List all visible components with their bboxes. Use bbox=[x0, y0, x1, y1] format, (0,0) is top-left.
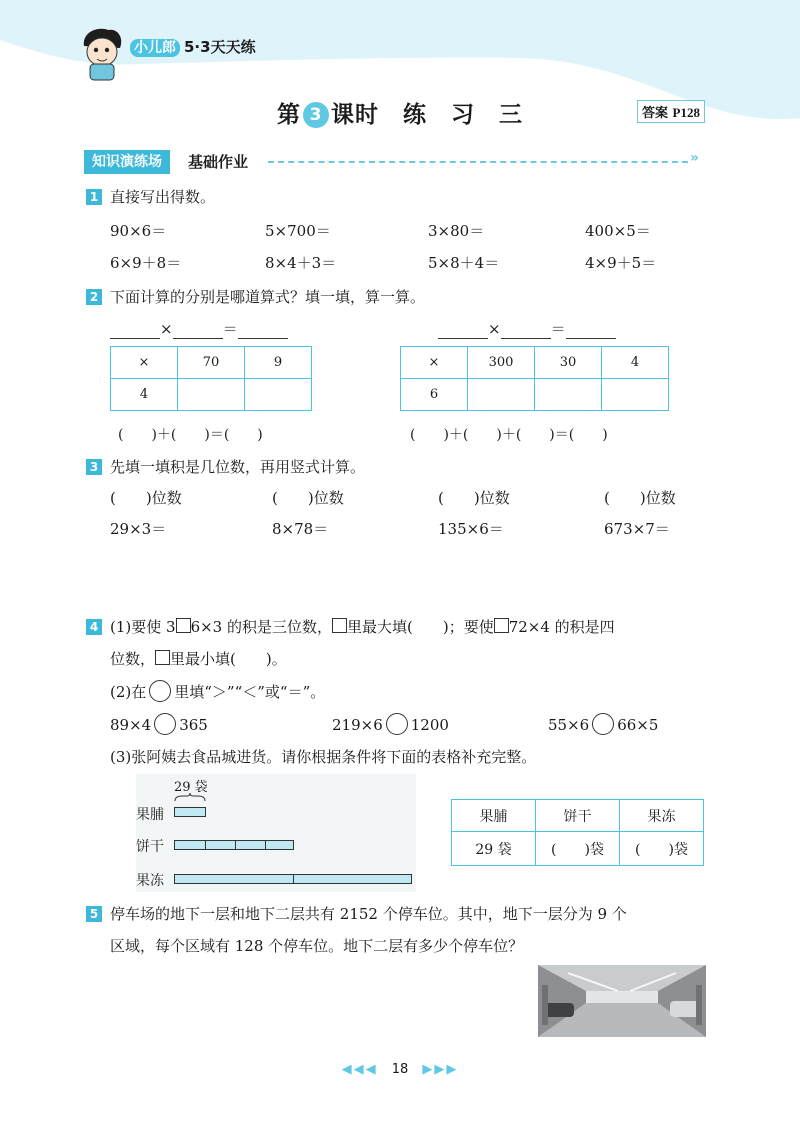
answer-cell[interactable]: ( )袋 bbox=[536, 832, 620, 866]
table-cell: 4 bbox=[111, 379, 178, 411]
bar-divider bbox=[235, 840, 236, 850]
table-cell: 9 bbox=[245, 347, 312, 379]
table-cell: 300 bbox=[468, 347, 535, 379]
bar-diagram bbox=[136, 774, 416, 892]
compare-circle bbox=[149, 680, 171, 702]
page-title: 第 3 课时 练 习 三 bbox=[277, 102, 523, 128]
compare-circle[interactable] bbox=[154, 713, 176, 735]
q1-item: 3×80＝ bbox=[428, 222, 485, 240]
q4-part2-prompt: (2)在 里填“＞”“＜”或“＝”。 bbox=[110, 680, 325, 702]
q3-item: 29×3＝ bbox=[110, 520, 167, 538]
q2-sum-right[interactable]: ( )＋( )＋( )＝( ) bbox=[410, 427, 608, 443]
answer-blank[interactable] bbox=[438, 320, 488, 339]
answer-cell[interactable] bbox=[178, 379, 245, 411]
table-cell: × bbox=[111, 347, 178, 379]
q1-item: 8×4＋3＝ bbox=[265, 254, 337, 272]
q1-item: 400×5＝ bbox=[585, 222, 651, 240]
answer-cell[interactable] bbox=[602, 379, 669, 411]
answer-blank[interactable] bbox=[238, 320, 288, 339]
square-blank[interactable] bbox=[332, 618, 347, 633]
compare-circle[interactable] bbox=[592, 713, 614, 735]
right-arrows-icon: ▶▶▶ bbox=[422, 1062, 459, 1077]
answer-cell[interactable] bbox=[535, 379, 602, 411]
answer-cell[interactable] bbox=[245, 379, 312, 411]
bar-divider bbox=[265, 840, 266, 850]
brand-logo bbox=[130, 36, 256, 57]
digit-count-blank[interactable]: ( )位数 bbox=[272, 489, 344, 507]
answer-blank[interactable] bbox=[566, 320, 616, 339]
table-cell: 30 bbox=[535, 347, 602, 379]
q4-number: 4 bbox=[86, 619, 102, 635]
answer-blank[interactable] bbox=[173, 320, 223, 339]
digit-count-blank[interactable]: ( )位数 bbox=[604, 489, 676, 507]
q1-item: 5×8＋4＝ bbox=[428, 254, 500, 272]
q5-number: 5 bbox=[86, 906, 102, 922]
table-header: 果脯 bbox=[452, 800, 536, 832]
answer-blank[interactable] bbox=[110, 320, 160, 339]
section-divider bbox=[268, 161, 688, 163]
diagram-row-label: 果冻 bbox=[136, 873, 164, 889]
q5-line2: 区域，每个区域有 128 个停车位。地下二层有多少个停车位？ bbox=[110, 937, 524, 955]
diagram-row-label: 果脯 bbox=[136, 807, 164, 823]
compare-circle[interactable] bbox=[386, 713, 408, 735]
q2-equation-left: × ＝ bbox=[110, 318, 288, 339]
q1-item: 90×6＝ bbox=[110, 222, 167, 240]
q3-item: 8×78＝ bbox=[272, 520, 329, 538]
q2-table-right bbox=[400, 346, 669, 411]
q2-equation-right: × ＝ bbox=[438, 318, 616, 339]
digit-count-blank[interactable]: ( )位数 bbox=[110, 489, 182, 507]
q4-part1-line1: 4 (1)要使 3 6×3 的积是三位数， 里最大填( )；要使 72×4 的积是四 bbox=[86, 616, 615, 637]
table-cell: × bbox=[401, 347, 468, 379]
compare-item: 55×6 66×5 bbox=[548, 713, 658, 735]
table-cell: 4 bbox=[602, 347, 669, 379]
table-cell: 29 袋 bbox=[452, 832, 536, 866]
bar-binggan bbox=[174, 840, 294, 850]
diagram-row-label: 饼干 bbox=[136, 839, 164, 855]
q2-prompt: 2 下面计算的分别是哪道算式？填一填，算一算。 bbox=[86, 286, 425, 307]
goods-table bbox=[451, 799, 704, 866]
q5-line1: 5 停车场的地下一层和地下二层共有 2152 个停车位。其中，地下一层分为 9 个 bbox=[86, 903, 627, 924]
bracket-label: 29 袋 bbox=[174, 780, 208, 795]
q2-sum-left[interactable]: ( )＋( )＝( ) bbox=[118, 427, 263, 443]
table-header: 果冻 bbox=[620, 800, 704, 832]
q1-item: 5×700＝ bbox=[265, 222, 331, 240]
square-blank[interactable] bbox=[494, 618, 509, 633]
q4-part3-prompt: (3)张阿姨去食品城进货。请你根据条件将下面的表格补充完整。 bbox=[110, 748, 537, 766]
square-blank[interactable] bbox=[155, 650, 170, 665]
answer-cell[interactable]: ( )袋 bbox=[620, 832, 704, 866]
q1-prompt: 1 直接写出得数。 bbox=[86, 186, 215, 207]
q4-part1-line2: 位数， 里最小填( )。 bbox=[110, 650, 287, 668]
q3-item: 673×7＝ bbox=[604, 520, 670, 538]
answer-blank[interactable] bbox=[501, 320, 551, 339]
q2-number: 2 bbox=[86, 289, 102, 305]
bar-divider bbox=[293, 874, 294, 884]
left-arrows-icon: ◀◀◀ bbox=[341, 1062, 378, 1077]
q1-number: 1 bbox=[86, 189, 102, 205]
answer-cell[interactable] bbox=[468, 379, 535, 411]
q1-item: 6×9＋8＝ bbox=[110, 254, 182, 272]
mascot-boy-icon bbox=[78, 26, 126, 82]
square-blank[interactable] bbox=[176, 618, 191, 633]
page-number: 18 bbox=[391, 1062, 409, 1077]
brand-series: 5·3天天练 bbox=[184, 38, 256, 56]
compare-item: 219×6 1200 bbox=[332, 713, 449, 735]
brace-icon bbox=[174, 792, 206, 802]
q2-table-left bbox=[110, 346, 312, 411]
q3-number: 3 bbox=[86, 459, 102, 475]
section-tag: 知识演练场 bbox=[84, 150, 170, 174]
page-footer bbox=[0, 1062, 800, 1077]
compare-item: 89×4 365 bbox=[110, 713, 208, 735]
q3-item: 135×6＝ bbox=[438, 520, 504, 538]
parking-garage-image bbox=[538, 965, 706, 1037]
q3-prompt: 3 先填一填积是几位数，再用竖式计算。 bbox=[86, 456, 365, 477]
answer-reference: 答案 P128 bbox=[637, 100, 705, 123]
double-chevron-icon: » bbox=[690, 150, 700, 166]
table-cell: 6 bbox=[401, 379, 468, 411]
lesson-number-badge: 3 bbox=[303, 102, 329, 128]
bar-guofu bbox=[174, 807, 206, 817]
section-subtitle: 基础作业 bbox=[188, 153, 249, 171]
table-header: 饼干 bbox=[536, 800, 620, 832]
brand-name: 小儿郎 bbox=[130, 39, 180, 57]
q1-item: 4×9＋5＝ bbox=[585, 254, 657, 272]
digit-count-blank[interactable]: ( )位数 bbox=[438, 489, 510, 507]
table-cell: 70 bbox=[178, 347, 245, 379]
bar-divider bbox=[205, 840, 206, 850]
